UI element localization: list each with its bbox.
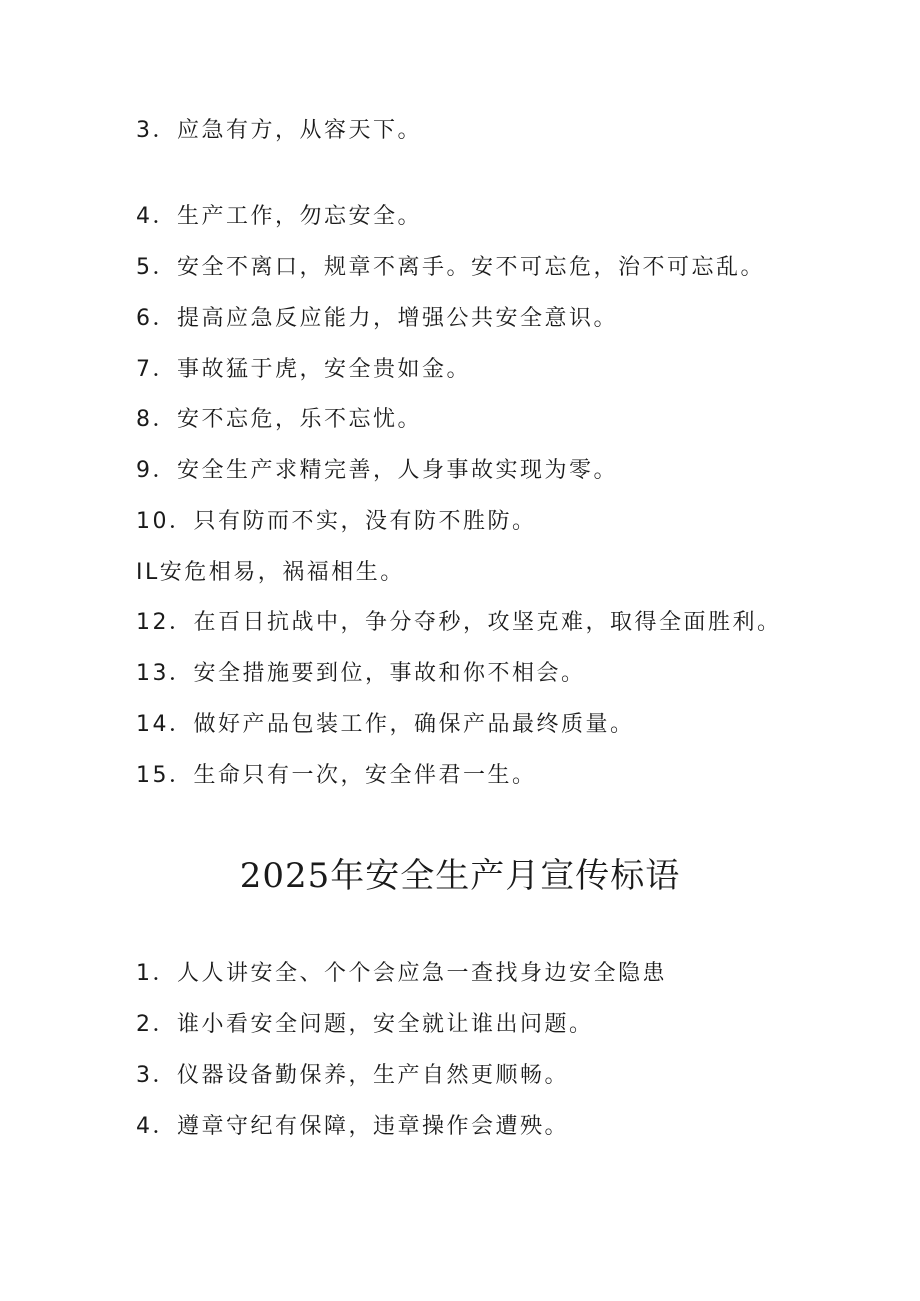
slogan-item: 7．事故猛于虎，安全贵如金。 (136, 357, 471, 382)
slogan-item: 8．安不忘危，乐不忘忧。 (136, 407, 422, 432)
slogan-item: 4．生产工作，勿忘安全。 (136, 204, 422, 229)
section-title: 2025年安全生产月宣传标语 (239, 856, 681, 896)
slogan-item: 14．做好产品包装工作，确保产品最终质量。 (136, 712, 635, 737)
slogan-item: 3．应急有方，从容天下。 (136, 118, 422, 143)
slogan-item: 6．提高应急反应能力，增强公共安全意识。 (136, 306, 618, 331)
slogan-item: 13．安全措施要到位，事故和你不相会。 (136, 661, 586, 686)
slogan-item: 15．生命只有一次，安全伴君一生。 (136, 763, 537, 788)
slogan-item: 4．遵章守纪有保障，违章操作会遭殃。 (136, 1114, 569, 1139)
slogan-item: 3．仪器设备勤保养，生产自然更顺畅。 (136, 1063, 569, 1088)
slogan-item: 9．安全生产求精完善，人身事故实现为零。 (136, 458, 618, 483)
slogan-item: 1．人人讲安全、个个会应急一查找身边安全隐患 (136, 961, 667, 986)
slogan-item: 12．在百日抗战中，争分夺秒，攻坚克难，取得全面胜利。 (136, 610, 782, 635)
slogan-item: 2．谁小看安全问题，安全就让谁出问题。 (136, 1012, 594, 1037)
slogan-item: IL安危相易，祸福相生。 (136, 560, 405, 585)
slogan-item: 10．只有防而不实，没有防不胜防。 (136, 509, 537, 534)
slogan-item: 5．安全不离口，规章不离手。安不可忘危，治不可忘乱。 (136, 255, 765, 280)
